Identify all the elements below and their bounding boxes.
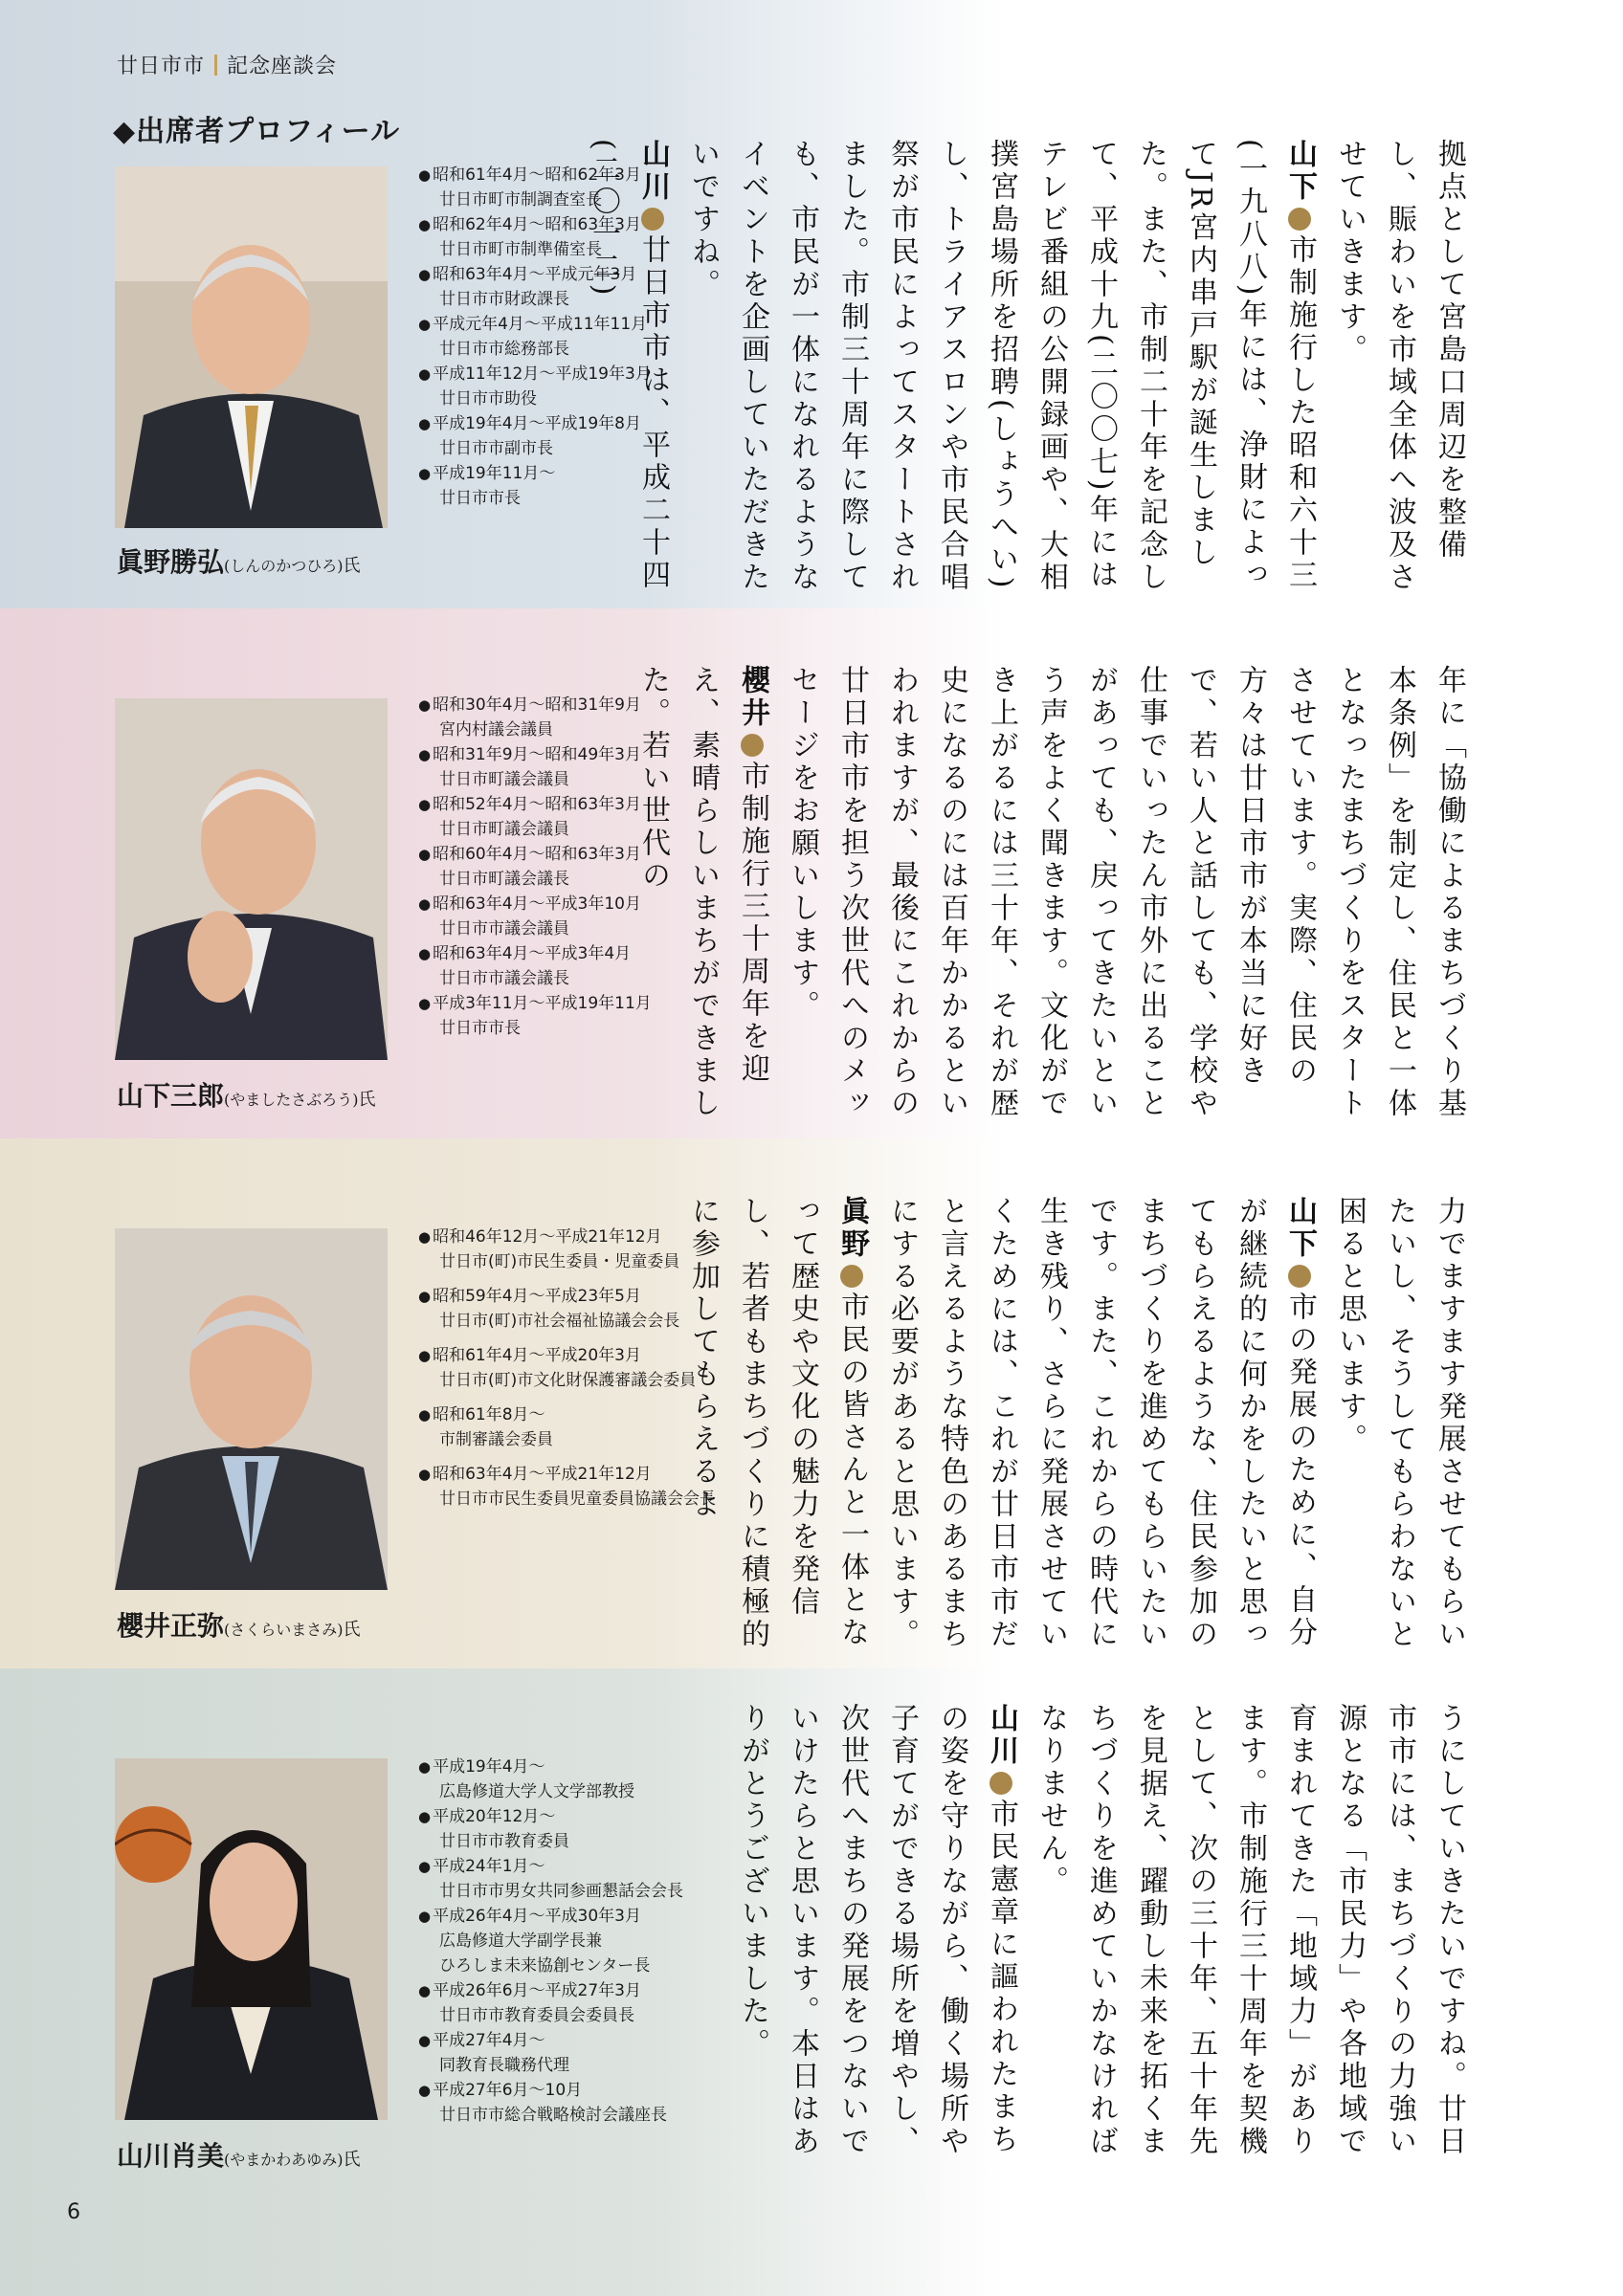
career-item: ● 平成27年4月～ 同教育長職務代理 bbox=[418, 2028, 683, 2078]
speaker-name: 山下 bbox=[1283, 1196, 1317, 1261]
speaker-dot-icon bbox=[1288, 1265, 1311, 1288]
career-list-4 bbox=[418, 1755, 683, 2128]
profile-name-4: 山川肖美(やまかわあゆみ)氏 bbox=[117, 2140, 361, 2172]
career-item: ● 昭和63年4月～平成21年12月 廿日市市民生委員児童委員協議会会長 bbox=[418, 1462, 716, 1512]
profile-name-3: 櫻井正弥(さくらいまさみ)氏 bbox=[117, 1610, 361, 1642]
dialogue-paragraph: うにしていきたいですね。廿日市市には、まちづくりの力強い源となる「市民力」や各地域で育まれてきた「地域力」があります。市制施行三十周年を契機として、次の三十年、五十年先を見据え、躍動し未来を拓くまちづくりを進めていかなければなりません。 bbox=[1034, 1703, 1466, 2158]
speaker-dot-icon bbox=[989, 1772, 1012, 1795]
career-item: ● 昭和61年4月～昭和62年3月 廿日市町市制調査室長 bbox=[418, 163, 652, 212]
speaker-dot-icon bbox=[840, 1265, 863, 1288]
career-item: ● 昭和62年4月～昭和63年3月 廿日市町市制準備室長 bbox=[418, 212, 652, 262]
dialogue-paragraph: 山下市制施行した昭和六十三(一九八八)年には、浄財によってJR宮内串戸駅が誕生しました。また、市制二十年を記念して、平成十九(二〇〇七)年にはテレビ番組の公開録画や、大相撲宮島場所を招聘(しょうへい)し、トライアスロンや市民合唱祭が市民によってスタートされました。市制三十周年に際しても、市民が一体になれるようなイベントを企画していただきたいですね。 bbox=[686, 139, 1317, 594]
portrait-photo-1 bbox=[115, 166, 388, 528]
profile-name-2: 山下三郎(やましたさぶろう)氏 bbox=[117, 1080, 376, 1112]
career-item: ● 平成26年4月～平成30年3月 広島修道大学副学長兼 bbox=[418, 1904, 683, 1954]
career-item: ● 昭和52年4月～昭和63年3月 廿日市町議会議員 bbox=[418, 792, 652, 842]
career-item: ● 昭和46年12月～平成21年12月 廿日市(町)市民生委員・児童委員 bbox=[418, 1225, 716, 1274]
speaker-dot-icon bbox=[741, 734, 764, 757]
dialogue-block-3 bbox=[686, 1196, 1474, 1655]
career-item: ● 昭和63年4月～平成3年4月 廿日市市議会議長 bbox=[418, 941, 652, 991]
dialogue-paragraph: 眞野市民の皆さんと一体となって歴史や文化の魅力を発信し、若者もまちづくりに積極的に参加してもらえるよ bbox=[686, 1196, 869, 1651]
career-item: ● 平成3年11月～平成19年11月 廿日市市長 bbox=[418, 991, 652, 1041]
dialogue-block-1 bbox=[587, 139, 1474, 598]
speaker-dot-icon bbox=[1288, 208, 1311, 231]
header-separator bbox=[214, 55, 217, 76]
speaker-name: 眞野 bbox=[835, 1196, 869, 1261]
career-list-3 bbox=[418, 1225, 716, 1521]
header-city: 廿日市市 bbox=[117, 55, 206, 78]
career-item: ● 平成元年4月～平成11年11月 廿日市市総務部長 bbox=[418, 312, 652, 362]
portrait-photo-2 bbox=[115, 698, 388, 1060]
dialogue-paragraph: 櫻井市制施行三十周年を迎え、素晴らしいまちができました。若い世代の bbox=[636, 665, 769, 1120]
dialogue-paragraph: 力でますます発展させてもらいたいし、そうしてもらわないと困ると思います。 bbox=[1333, 1196, 1466, 1651]
portrait-photo-3 bbox=[115, 1228, 388, 1590]
career-item: ● 昭和63年4月～平成元年3月 廿日市市財政課長 bbox=[418, 262, 652, 312]
career-item: ● 昭和59年4月～平成23年5月 廿日市(町)市社会福祉協議会会長 bbox=[418, 1284, 716, 1334]
career-list-2 bbox=[418, 693, 652, 1041]
career-item: ひろしま未来協創センター長 bbox=[439, 1956, 651, 1976]
career-item: ● 昭和61年4月～平成20年3月 廿日市(町)市文化財保護審議会委員 bbox=[418, 1343, 716, 1393]
career-item: ● 平成19年11月～ 廿日市市長 bbox=[418, 461, 652, 511]
dialogue-block-4 bbox=[736, 1703, 1474, 2181]
career-item: ● 平成27年6月～10月 廿日市市総合戦略検討会議座長 bbox=[418, 2078, 683, 2128]
career-item: ● 平成19年4月～ 広島修道大学人文学部教授 bbox=[418, 1755, 683, 1804]
page-number: 6 bbox=[67, 2200, 80, 2224]
career-item: ● 昭和30年4月～昭和31年9月 宮内村議会議員 bbox=[418, 693, 652, 742]
career-item: ● 昭和63年4月～平成3年10月 廿日市市議会議員 bbox=[418, 892, 652, 941]
speaker-name: 櫻井 bbox=[736, 665, 769, 730]
dialogue-block-2 bbox=[636, 665, 1474, 1124]
speaker-name: 山川 bbox=[985, 1703, 1018, 1768]
career-item: ● 昭和60年4月～昭和63年3月 廿日市町議会議長 bbox=[418, 842, 652, 892]
page-header bbox=[117, 50, 337, 79]
dialogue-paragraph: 山川市民憲章に謳われたまちの姿を守りながら、働く場所や子育てができる場所を増やし、次世代へまちの発展をつないでいけたらと思います。本日はありがとうございました。 bbox=[736, 1703, 1018, 2158]
career-item: ● 平成20年12月～ 廿日市市教育委員 bbox=[418, 1804, 683, 1854]
header-event: 記念座談会 bbox=[227, 55, 338, 78]
dialogue-paragraph: 年に「協働によるまちづくり基本条例」を制定し、住民と一体となったまちづくりをスタートさせています。実際、住民の方々は廿日市市が本当に好きで、若い人と話しても、学校や仕事でいったん市外に出ることがあっても、戻ってきたいという声をよく聞きます。文化ができ上がるには三十年、それが歴史になるのには百年かかるといわれますが、最後にこれからの廿日市市を担う次世代へのメッセージをお願いします。 bbox=[786, 665, 1466, 1120]
dialogue-paragraph: 拠点として宮島口周辺を整備し、賑わいを市域全体へ波及させていきます。 bbox=[1333, 139, 1466, 594]
section-title: ◆出席者プロフィール bbox=[113, 115, 401, 148]
career-item: ● 平成19年4月～平成19年8月 廿日市市副市長 bbox=[418, 411, 652, 461]
career-item: ● 平成24年1月～ 廿日市市男女共同参画懇話会会長 bbox=[418, 1854, 683, 1904]
portrait-photo-4 bbox=[115, 1758, 388, 2120]
speaker-name: 山下 bbox=[1283, 139, 1317, 204]
profile-name-1: 眞野勝弘(しんのかつひろ)氏 bbox=[117, 546, 361, 578]
speaker-dot-icon bbox=[641, 208, 664, 231]
career-item: ● 平成11年12月～平成19年3月 廿日市市助役 bbox=[418, 362, 652, 411]
dialogue-paragraph: 山川廿日市市は、平成二十四(二〇一二) bbox=[587, 139, 670, 592]
career-item: ● 昭和61年8月～ 市制審議会委員 bbox=[418, 1402, 716, 1452]
speaker-name: 山川 bbox=[636, 139, 670, 204]
dialogue-paragraph: 山下市の発展のために、自分が継続的に何かをしたいと思ってもらえるような、住民参加のまちづくりを進めてもらいたいです。また、これからの時代に生き残り、さらに発展させていくためには、これが廿日市市だと言えるような特色のあるまちにする必要があると思います。 bbox=[885, 1196, 1317, 1651]
career-item: ● 平成26年6月～平成27年3月 廿日市市教育委員会委員長 bbox=[418, 1978, 683, 2028]
career-item: ● 昭和31年9月～昭和49年3月 廿日市町議会議員 bbox=[418, 742, 652, 792]
